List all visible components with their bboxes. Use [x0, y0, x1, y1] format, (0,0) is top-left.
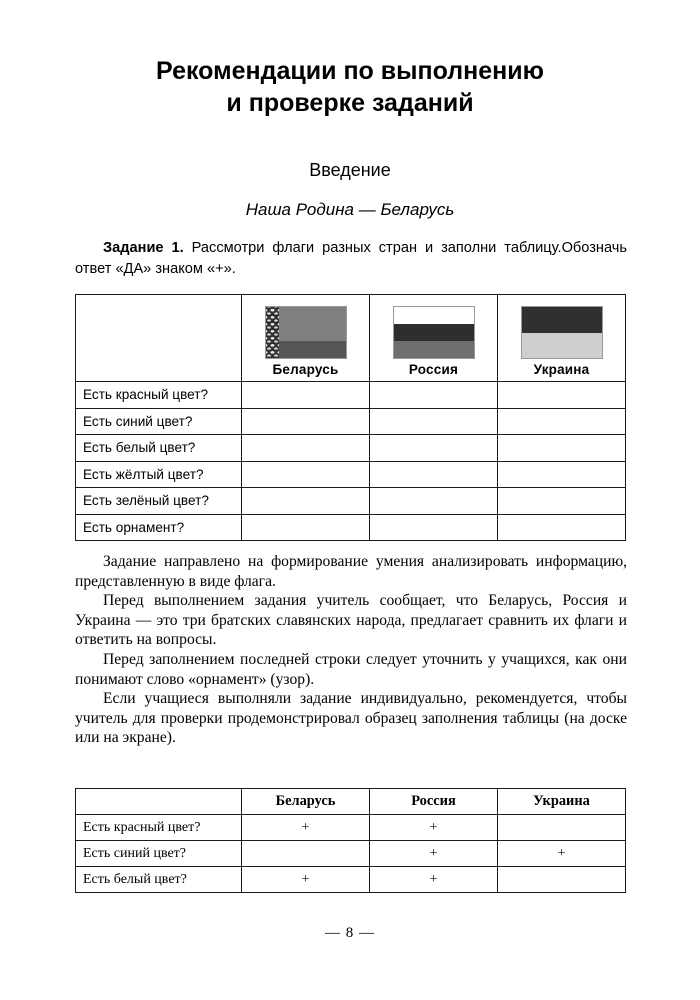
table-row [76, 435, 626, 462]
answer-cell[interactable] [498, 408, 626, 435]
ukraine-flag-icon [521, 306, 603, 359]
answer-cell[interactable] [242, 435, 370, 462]
table-row [76, 488, 626, 515]
question-label: Есть синий цвет? [76, 841, 242, 867]
answer-cell[interactable] [370, 382, 498, 409]
ukraine-flag-band-1 [522, 307, 602, 333]
question-label: Есть зелёный цвет? [76, 488, 242, 515]
russia-flag-band-2 [394, 324, 474, 341]
answer-cell[interactable] [370, 514, 498, 541]
answer-mark: + [498, 841, 626, 867]
country-label-belarus: Беларусь [272, 362, 339, 377]
answer-key-table-body [76, 789, 626, 893]
answer-cell[interactable] [498, 488, 626, 515]
worksheet-header-ukraine [498, 295, 626, 382]
answer-key-table [75, 788, 626, 893]
answer-mark: + [370, 815, 498, 841]
page-number: — 8 — [325, 925, 375, 941]
question-label: Есть белый цвет? [76, 867, 242, 893]
answer-mark [242, 841, 370, 867]
worksheet-header-russia [370, 295, 498, 382]
page-title-line-2: и проверке заданий [226, 89, 474, 117]
worksheet-table-head [76, 295, 626, 382]
table-row [76, 867, 626, 893]
answer-cell[interactable] [498, 382, 626, 409]
country-label-russia: Россия [408, 362, 459, 377]
answer-cell[interactable] [242, 514, 370, 541]
answer-cell[interactable] [242, 382, 370, 409]
belarus-flag-ornament [266, 307, 279, 358]
table-row [76, 408, 626, 435]
question-label: Есть красный цвет? [76, 382, 242, 409]
task-prompt [75, 238, 627, 280]
russia-flag-icon [393, 306, 475, 359]
question-label: Есть синий цвет? [76, 408, 242, 435]
worksheet-header-belarus [242, 295, 370, 382]
task-label: Задание 1. [103, 240, 184, 256]
russia-flag-band-1 [394, 307, 474, 324]
answer-key-header-russia: Россия [370, 789, 498, 815]
answer-mark: + [242, 815, 370, 841]
worksheet-table [75, 294, 626, 541]
page-title [75, 55, 625, 119]
answer-mark: + [370, 841, 498, 867]
answer-mark [498, 867, 626, 893]
russia-flag-band-3 [394, 341, 474, 358]
table-row [76, 461, 626, 488]
section-subheading: Наша Родина — Беларусь [245, 200, 455, 219]
answer-cell[interactable] [498, 514, 626, 541]
question-label: Есть белый цвет? [76, 435, 242, 462]
answer-cell[interactable] [242, 461, 370, 488]
table-header-row [76, 789, 626, 815]
answer-cell[interactable] [370, 435, 498, 462]
body-paragraph: Перед выполнением задания учитель сообщает, что Беларусь, Россия и Украина — это три братских славянских народа, предлагает сравнить их флаги и ответить на вопросы. [75, 592, 627, 649]
table-row [76, 815, 626, 841]
answer-key-header-belarus: Беларусь [242, 789, 370, 815]
answer-cell[interactable] [242, 488, 370, 515]
page-title-line-1: Рекомендации по выполнению [156, 57, 544, 85]
answer-cell[interactable] [370, 461, 498, 488]
answer-cell[interactable] [370, 488, 498, 515]
worksheet-table-body [76, 382, 626, 541]
table-row [76, 841, 626, 867]
body-paragraph: Если учащиеся выполняли задание индивидуально, рекомендуется, чтобы учитель для проверки продемонстрировал образец заполнения таблицы (на доске или на экране). [75, 690, 627, 747]
country-label-ukraine: Украина [533, 362, 590, 377]
answer-mark: + [242, 867, 370, 893]
answer-cell[interactable] [370, 408, 498, 435]
table-header-row [76, 295, 626, 382]
body-text [75, 552, 627, 748]
answer-mark: + [370, 867, 498, 893]
table-row [76, 514, 626, 541]
question-label: Есть красный цвет? [76, 815, 242, 841]
table-row [76, 382, 626, 409]
body-paragraph: Перед заполнением последней строки следует уточнить у учащихся, как они понимают слово «орнамент» (узор). [75, 650, 627, 688]
question-label: Есть орнамент? [76, 514, 242, 541]
answer-mark [498, 815, 626, 841]
answer-key-header-ukraine: Украина [498, 789, 626, 815]
task-text-line-2: Обозначь ответ «ДА» знаком «+». [75, 240, 627, 277]
worksheet-corner-cell [76, 295, 242, 382]
body-paragraph: Задание направлено на формирование умения анализировать информацию, представленную в виде флага. [75, 553, 627, 590]
answer-cell[interactable] [498, 461, 626, 488]
answer-key-corner-cell [76, 789, 242, 815]
section-heading: Введение [309, 160, 391, 180]
answer-cell[interactable] [498, 435, 626, 462]
question-label: Есть жёлтый цвет? [76, 461, 242, 488]
task-text-line-1: Рассмотри флаги разных стран и заполни таблицу. [183, 240, 562, 256]
ukraine-flag-band-2 [522, 333, 602, 359]
belarus-flag-icon [265, 306, 347, 359]
answer-cell[interactable] [242, 408, 370, 435]
